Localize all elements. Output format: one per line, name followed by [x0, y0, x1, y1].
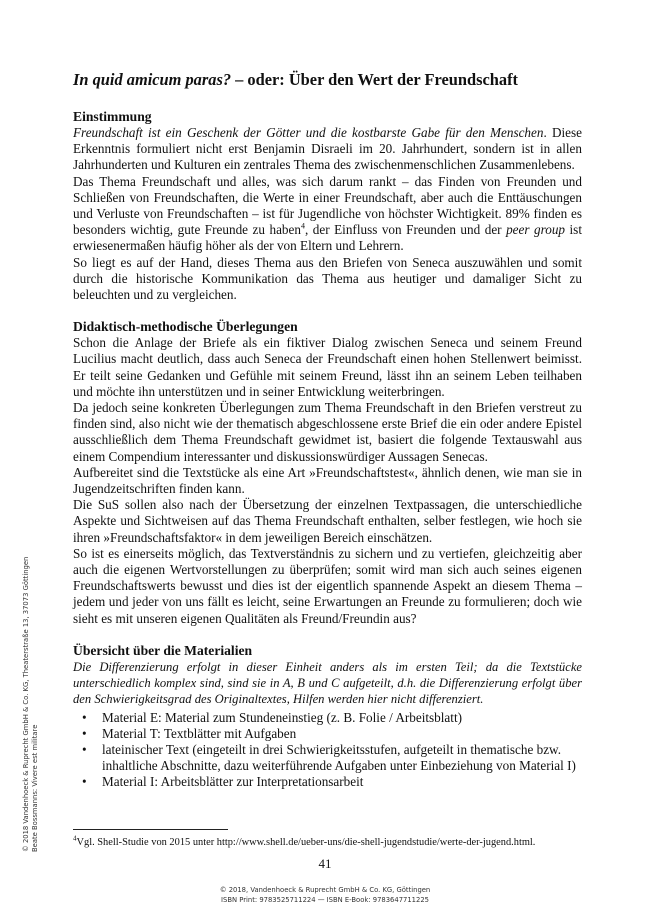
heading-materialien: Übersicht über die Materialien	[73, 642, 253, 658]
side-copyright-note	[22, 557, 39, 852]
list-item-text: Material E: Material zum Stundeneinstieg (z. B. Folie / Arbeitsblatt)	[102, 709, 463, 725]
footnote-ref: 4	[300, 221, 305, 231]
title-latin: In quid amicum paras?	[73, 70, 232, 89]
bullet-icon: •	[82, 774, 87, 790]
footnote-number: 4	[73, 834, 77, 843]
footnote-divider	[73, 829, 228, 830]
side-note-line-2: Beate Bossmanns: Vivere est militare	[30, 724, 39, 852]
page-content	[73, 70, 582, 791]
copyright-line: © 2018, Vandenhoeck & Ruprecht GmbH & Co. KG, Göttingen	[219, 886, 431, 894]
einstimmung-p2-text-b: , der Einfluss von Freunden und der	[304, 222, 507, 238]
list-item	[82, 742, 582, 774]
didaktik-paragraph-3: Aufbereitet sind die Textstücke als eine Art »Freundschaftstest«, ähnlich denen, wie man sie in Jugendzeitschriften finden kann.	[73, 464, 582, 497]
list-item-text: Material T: Textblätter mit Aufgaben	[102, 725, 297, 741]
bullet-icon: •	[82, 725, 87, 741]
isbn-line: ISBN Print: 9783525711224 — ISBN E-Book: 9783647711225	[221, 896, 429, 904]
copyright-footer	[0, 885, 650, 905]
section-materialien	[73, 642, 582, 791]
list-item	[82, 710, 582, 726]
peer-group-term: peer group	[506, 222, 566, 238]
einstimmung-p2-text-c: ist erwiesenermaßen häufig höher als der von Eltern und Lehrern.	[73, 222, 582, 254]
einstimmung-paragraph-3: So liegt es auf der Hand, dieses Thema aus den Briefen von Seneca auszuwählen und somit durch die historische Kommunikation das Thema aus heutiger und damaliger Sicht zu beleuchten und zu vergleichen.	[73, 254, 582, 303]
didaktik-paragraph-4: Die SuS sollen also nach der Übersetzung der einzelnen Textpassagen, die unterschiedliche Aspekte und Sichtweisen auf das Thema Freundschaft enthalten, selber festlegen, wie hoch sie ihren »Freundschaftsfaktor« in dem jeweiligen Bereich einschätzen.	[73, 497, 582, 545]
list-item	[82, 726, 582, 742]
einstimmung-p1-text: . Diese Erkenntnis formuliert nicht erst Benjamin Disraeli im 20. Jahrhundert, sondern ist in allen Jahrhunderten und Kulturen ein zentrales Thema des zwischenmenschlichen Zusammenlebens.	[73, 125, 582, 173]
materialien-intro: Die Differenzierung erfolgt in dieser Einheit anders als im ersten Teil; da die Textstücke unterschiedlich komplex sind, sind sie in A, B und C aufgeteilt, d.h. die Differenzierung erfolgt über den Schwierigkeitsgrad des Originaltextes, Hilfen werden hier nicht differenziert.	[73, 659, 582, 707]
title-german: – oder: Über den Wert der Freundschaft	[231, 70, 519, 89]
page-title	[73, 70, 582, 90]
didaktik-paragraph-1: Schon die Anlage der Briefe als ein fiktiver Dialog zwischen Seneca und seinem Freund Lucilius macht deutlich, dass auch Seneca der Freundschaft einen hohen Stellenwert beimisst. Er teilt seine Gedanken und Gefühle mit seinem Freund, lässt ihn an seinem Leben teilhaben und möchte ihn unterstützen und in seiner Entwicklung weiterbringen.	[73, 335, 582, 399]
bullet-icon: •	[82, 709, 87, 725]
einstimmung-paragraph-2	[73, 174, 582, 255]
list-item-text: Material I: Arbeitsblätter zur Interpretationsarbeit	[102, 774, 364, 790]
heading-einstimmung: Einstimmung	[73, 109, 152, 124]
list-item-text: lateinischer Text (eingeteilt in drei Schwierigkeitsstufen, aufgeteilt in thematische bzw. inhaltliche Abschnitte, dazu weiterführende Aufgaben unter Einbeziehung von Material I)	[102, 741, 576, 774]
side-note-line-1: © 2018 Vandenhoeck & Ruprecht GmbH & Co. KG, Theaterstraße 13, 37073 Göttingen	[22, 556, 30, 852]
materials-list	[73, 710, 582, 791]
heading-didaktik: Didaktisch-methodische Überlegungen	[73, 319, 298, 335]
section-einstimmung	[73, 108, 582, 303]
page-number: 41	[318, 856, 332, 871]
einstimmung-p2-text-a: Das Thema Freundschaft und alles, was sich darum rankt – das Finden von Freunden und Schließen von Freundschaften, die Werte in einer Freundschaft, aber auch die Enttäuschungen und Verluste von Freundschaften – ist für Jugendliche von höchster Wichtigkeit. 89% finden es besonders wichtig, gute Freunde zu haben	[73, 173, 582, 238]
list-item	[82, 774, 582, 790]
footnote-text: Vgl. Shell-Studie von 2015 unter http://www.shell.de/ueber-uns/die-shell-jugendstudie/werte-der-jugend.html.	[76, 837, 536, 848]
bullet-icon: •	[82, 741, 87, 757]
didaktik-paragraph-2: Da jedoch seine konkreten Überlegungen zum Thema Freundschaft in den Briefen verstreut zu finden sind, also nicht wie der thematisch abgeschlossene erste Brief die ein oder andere Epistel ausschließlich dem Thema Freundschaft gewidmet ist, basiert die folgende Textauswahl aus einem Compendium interessanter und diskussionswürdiger Aussagen Senecas.	[73, 400, 582, 464]
einstimmung-paragraph-1	[73, 125, 582, 174]
footnote	[73, 836, 535, 849]
disraeli-quote: Freundschaft ist ein Geschenk der Götter und die kostbarste Gabe für den Menschen	[73, 125, 544, 140]
didaktik-paragraph-5: So ist es einerseits möglich, das Textverständnis zu sichern und zu vertiefen, gleichzeitig aber auch die eigenen Wertvorstellungen zu überprüfen; somit wird man sich auch seines eigenen Freundschaftswerts bewusst und dies ist der eigentlich spannende Aspekt an diesem Thema – jedem und jeder von uns fällt es leicht, seine Erwartungen an Freunde zu formulieren; doch wie sieht es mit unseren eigenen Qualitäten als Freund/Freundin aus?	[73, 545, 582, 626]
section-didaktik	[73, 318, 582, 627]
